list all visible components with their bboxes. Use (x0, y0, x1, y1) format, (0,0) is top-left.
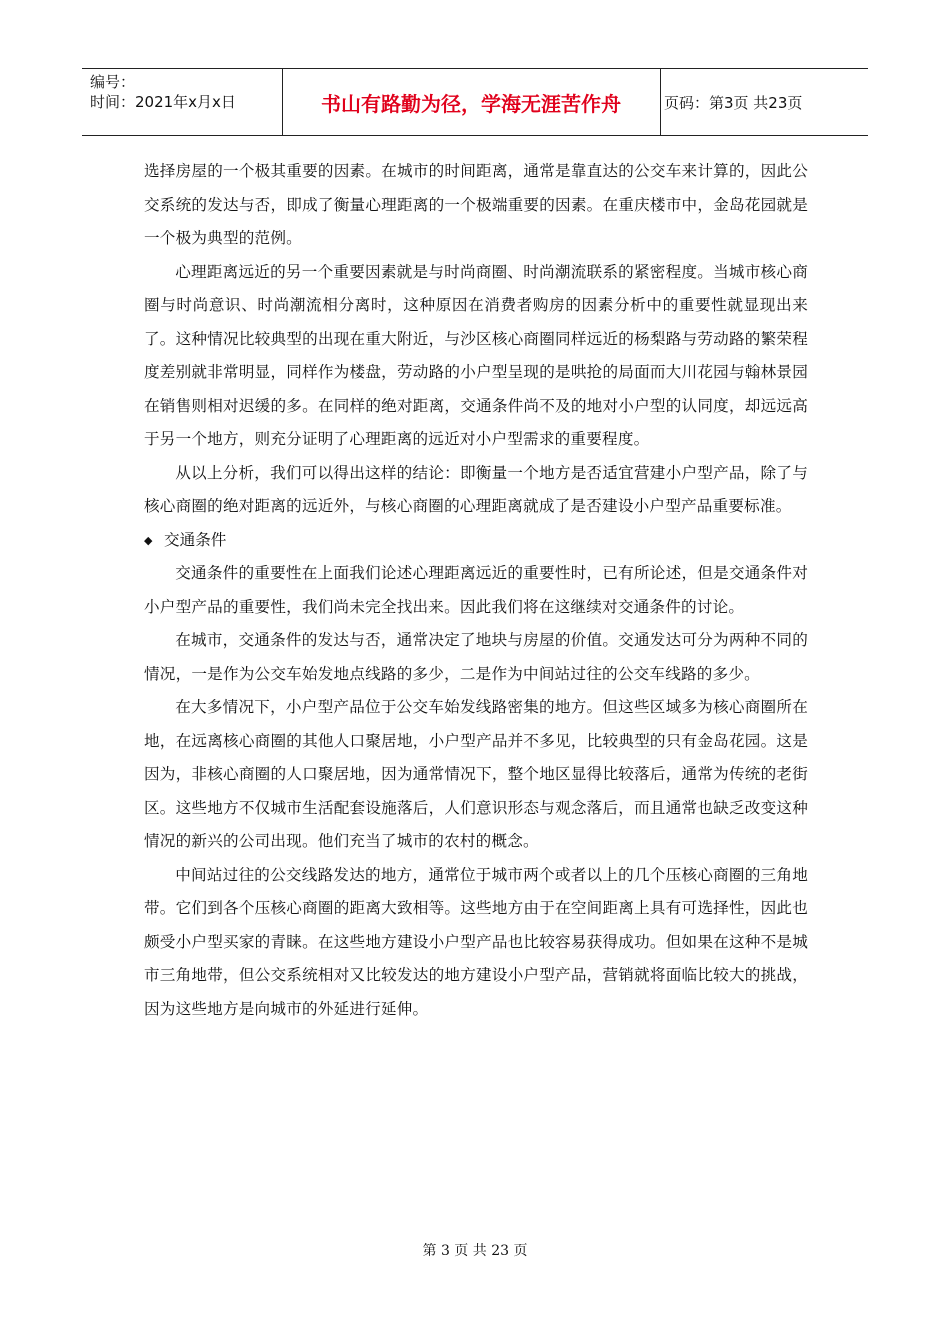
section-heading (144, 524, 808, 558)
paragraph-7: 中间站过往的公交线路发达的地方，通常位于城市两个或者以上的几个压核心商圈的三角地带。它们到各个压核心商圈的距离大致相等。这些地方由于在空间距离上具有可选择性，因此也颇受小户型买家的青睐。在这些地方建设小户型产品也比较容易获得成功。但如果在这种不是城市三角地带，但公交系统相对又比较发达的地方建设小户型产品，营销就将面临比较大的挑战，因为这些地方是向城市的外延进行延伸。 (144, 865, 808, 1018)
section-heading-text: 交通条件 (164, 530, 227, 549)
page-header (82, 68, 868, 136)
header-motto: 书山有路勤为径，学海无涯苦作舟 (321, 91, 621, 116)
paragraph-3: 从以上分析，我们可以得出这样的结论：即衡量一个地方是否适宜营建小户型产品，除了与核心商圈的绝对距离的远近外，与核心商圈的心理距离就成了是否建设小户型产品重要标准。 (144, 463, 808, 515)
paragraph-2: 心理距离远近的另一个重要因素就是与时尚商圈、时尚潮流联系的紧密程度。当城市核心商圈与时尚意识、时尚潮流相分离时，这种原因在消费者购房的因素分析中的重要性就显现出来了。这种情况比较典型的出现在重大附近，与沙区核心商圈同样远近的杨梨路与劳动路的繁荣程度差别就非常明显，同样作为楼盘，劳动路的小户型呈现的是哄抢的局面而大川花园与翰林景园在销售则相对迟缓的多。在同样的绝对距离，交通条件尚不及的地对小户型的认同度，却远远高于另一个地方，则充分证明了心理距离的远近对小户型需求的重要程度。 (144, 262, 808, 448)
paragraph-5: 在城市，交通条件的发达与否，通常决定了地块与房屋的价值。交通发达可分为两种不同的情况，一是作为公交车始发地点线路的多少，二是作为中间站过往的公交车线路的多少。 (144, 631, 808, 683)
diamond-bullet-icon: ◆ (144, 533, 153, 547)
document-body (144, 155, 808, 1026)
header-divider-right (660, 69, 661, 135)
header-meta (82, 69, 282, 135)
page-footer: 第 3 页 共 23 页 (422, 1243, 528, 1259)
paragraph-1: 选择房屋的一个极其重要的因素。在城市的时间距离，通常是靠直达的公交车来计算的，因此公交系统的发达与否，即成了衡量心理距离的一个极端重要的因素。在重庆楼市中，金岛花园就是一个极为典型的范例。 (144, 162, 808, 247)
header-page-info: 页码：第3页 共23页 (664, 93, 803, 112)
paragraph-4: 交通条件的重要性在上面我们论述心理距离远近的重要性时，已有所论述，但是交通条件对小户型产品的重要性，我们尚未完全找出来。因此我们将在这继续对交通条件的讨论。 (144, 564, 808, 616)
time-label: 时间：2021年x月x日 (90, 93, 236, 111)
number-label: 编号： (90, 73, 136, 91)
paragraph-6: 在大多情况下，小户型产品位于公交车始发线路密集的地方。但这些区域多为核心商圈所在地，在远离核心商圈的其他人口聚居地，小户型产品并不多见，比较典型的只有金岛花园。这是因为，非核心商圈的人口聚居地，因为通常情况下，整个地区显得比较落后，通常为传统的老街区。这些地方不仅城市生活配套设施落后，人们意识形态与观念落后，而且通常也缺乏改变这种情况的新兴的公司出现。他们充当了城市的农村的概念。 (144, 698, 808, 850)
